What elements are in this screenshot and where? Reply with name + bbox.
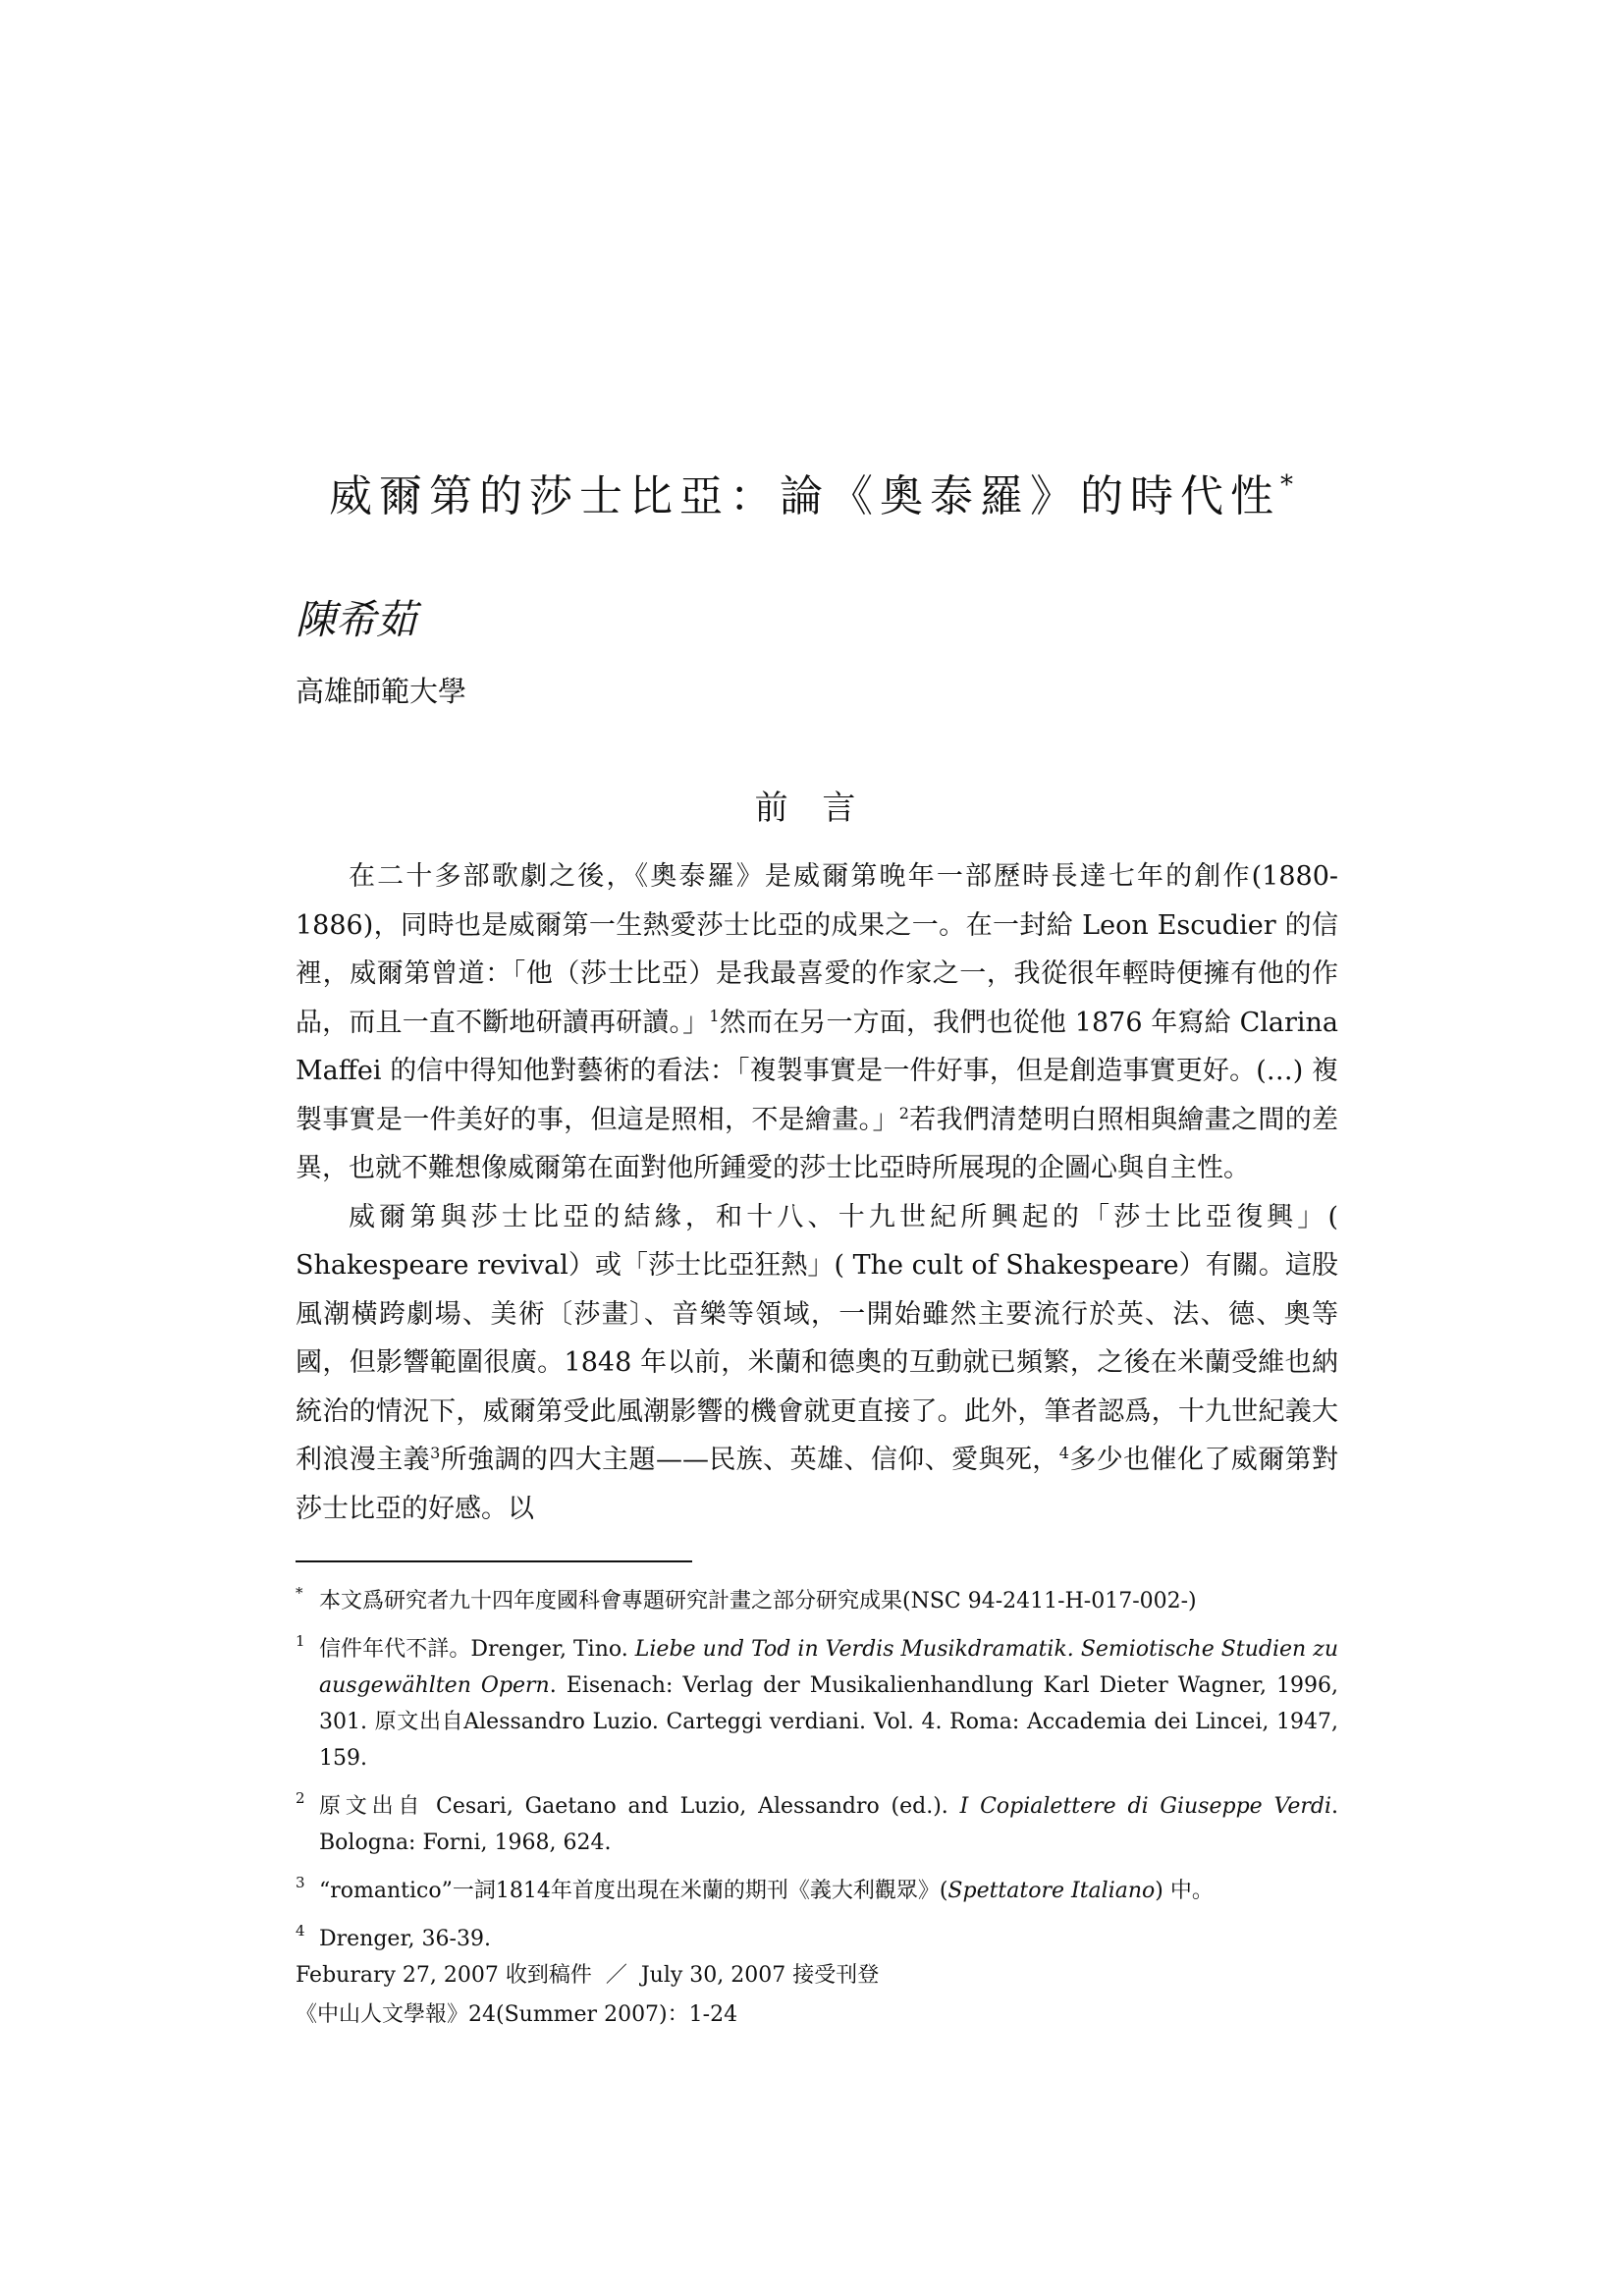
footnote-mark: * bbox=[296, 1584, 303, 1602]
footnote-ref-3: 3 bbox=[430, 1444, 441, 1462]
paragraph-2: 威爾第與莎士比亞的結緣，和十八、十九世紀所興起的「莎士比亞復興」( Shakespeare revival）或「莎士比亞狂熱」( The cult of Shakespeare）有關。這股風潮橫跨劇場、美術〔莎畫〕、音樂等領域，一開始雖然主要流行於英、法、德、奧等國，但影響範圍很廣。1848 年以前，米蘭和德奧的互動就已頻繁，之後在米蘭受維也納統治的情況下，威爾第受此風潮影響的機會就更直接了。此外，筆者認爲，十九世紀義大利浪漫主義$^3$所強調的四大主題——民族、英雄、信仰、愛與死，$^4$多少也催化了威爾第對莎士比亞的好感。以 bbox=[296, 1201, 1339, 1524]
section-heading: 前 言 bbox=[754, 789, 868, 828]
footnote-mark: 3 bbox=[296, 1874, 305, 1891]
footnotes bbox=[296, 1583, 1338, 1969]
title-footnote-mark: * bbox=[1280, 470, 1293, 501]
author-affiliation: 高雄師範大學 bbox=[296, 675, 467, 708]
footnote-mark: 2 bbox=[296, 1789, 305, 1807]
publication-info bbox=[296, 1956, 879, 2035]
received-accepted-dates: Feburary 27, 2007 收到稿件 ／ July 30, 2007 接受刊登 bbox=[296, 1963, 880, 1988]
paper-title: 威爾第的莎士比亞：論《奧泰羅》的時代性* bbox=[329, 470, 1293, 522]
author-name: 陳希茹 bbox=[296, 596, 416, 643]
journal-citation: 《中山人文學報》24(Summer 2007)：1-24 bbox=[296, 2002, 738, 2027]
footnote-divider bbox=[296, 1560, 692, 1562]
footnote-ref-4: 4 bbox=[1058, 1444, 1069, 1462]
footnote-1: 1 信件年代不詳。Drenger, Tino. Liebe und Tod in Verdis Musikdramatik. Semiotische Studien zu ausgewählten Opern. Eisenach: Verlag der Musikalienhandlung Karl Dieter Wagner, 1996, 301. 原文出自Alessandro Luzio. Carteggi verdiani. Vol. 4. Roma: Accademia dei Lincei, 1947, 159. bbox=[296, 1631, 1338, 1777]
footnote-2: 2 原文出自 Cesari, Gaetano and Luzio, Alessandro (ed.). I Copialettere di Giuseppe Verdi. Bologna: Forni, 1968, 624. bbox=[296, 1788, 1338, 1861]
footnote-4: 4 Drenger, 36-39. bbox=[296, 1921, 1338, 1957]
footnote-star: * 本文爲研究者九十四年度國科會專題研究計畫之部分研究成果(NSC 94-2411-H-017-002-) bbox=[296, 1583, 1338, 1619]
footnote-3: 3 “romantico”一詞1814年首度出現在米蘭的期刊《義大利觀眾》(Spettatore Italiano) 中。 bbox=[296, 1873, 1338, 1909]
body-text bbox=[296, 852, 1338, 1533]
footnote-ref-2: 2 bbox=[898, 1103, 909, 1122]
footnote-ref-1: 1 bbox=[709, 1006, 720, 1025]
footnote-mark: 4 bbox=[296, 1922, 305, 1940]
footnote-mark: 1 bbox=[296, 1632, 305, 1650]
paragraph-1: 在二十多部歌劇之後，《奧泰羅》是威爾第晚年一部歷時長達七年的創作(1880-1886)，同時也是威爾第一生熱愛莎士比亞的成果之一。在一封給 Leon Escudier 的信裡，威爾第曾道：「他（莎士比亞）是我最喜愛的作家之一，我從很年輕時便擁有他的作品，而且一直不斷地研讀再研讀。」$^1$然而在另一方面，我們也從他 1876 年寫給 Clarina Maffei 的信中得知他對藝術的看法：「複製事實是一件好事，但是創造事實更好。(…) 複製事實是一件美好的事，但這是照相，不是繪畫。」$^2$若我們清楚明白照相與繪畫之間的差異，也就不難想像威爾第在面對他所鍾愛的莎士比亞時所展現的企圖心與自主性。 bbox=[296, 861, 1339, 1183]
